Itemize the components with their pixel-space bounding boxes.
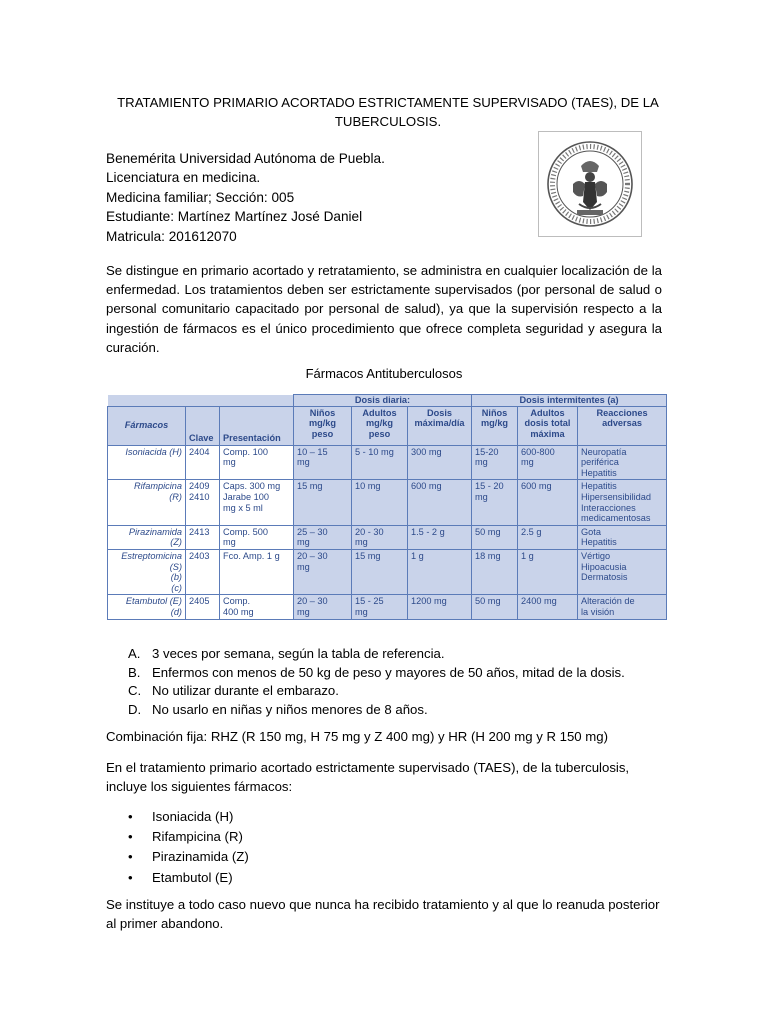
cell-text: 2413 [189,526,210,537]
cell-text: 2409 [189,481,210,492]
cell-text: mg x 5 ml [223,502,263,513]
cell-dosis-maxima [408,445,472,480]
cell-ninos-intermitente [472,549,518,594]
cell-text: 25 – 30 [297,526,328,537]
cell-text: Caps. 300 mg [223,481,281,492]
cell-adultos-intermitente [518,549,578,594]
table-body [108,445,667,619]
bullet-icon: • [128,829,133,845]
column-header-ninos-intermitente: Niños mg/kg [472,406,518,445]
course-section: Medicina familiar; Sección: 005 [106,189,295,205]
cell-text: Neuropatía [581,446,627,457]
cell-text: 15 - 20 [475,481,504,492]
cell-text: mg [297,537,310,548]
column-header-reacciones: Reacciones adversas [578,406,667,445]
cell-text: 2405 [189,596,210,607]
list-item-text: Etambutol (E) [152,869,233,885]
list-item [106,701,666,720]
cell-text: Estreptomicina [121,550,182,561]
list-item-text: Isoniacida (H) [152,809,234,824]
cell-text: Fco. Amp. 1 g [223,550,280,561]
cell-adultos-diaria [352,549,408,594]
cell-text: (Z) [170,537,182,548]
cell-text: 20 – 30 [297,596,328,607]
cell-ninos-diaria [294,480,352,525]
cell-text: 2.5 g [521,526,542,537]
table-row [108,445,667,480]
cell-text: Comp. 100 [223,446,268,457]
cell-text: 2404 [189,446,210,457]
cell-text: Hepatitis [581,467,617,478]
column-header-farmacos: Fármacos [108,406,186,445]
cell-dosis-maxima [408,480,472,525]
cell-drug-name [108,549,186,594]
cell-text: 1.5 - 2 g [411,526,445,537]
cell-text: Comp. [223,596,251,607]
list-item-text: No usarlo en niñas y niños menores de 8 años. [152,701,428,717]
list-item [106,868,249,888]
cell-adultos-diaria [352,445,408,480]
closing-paragraph: Se instituye a todo caso nuevo que nunca ha recibido tratamiento y al que lo reanuda posterior al primer abandono. [106,897,660,932]
cell-drug-name [108,480,186,525]
cell-text: mg [223,537,236,548]
cell-reacciones [578,595,667,619]
cell-text: (S) [169,561,182,572]
column-header-presentacion: Presentación [220,406,294,445]
cell-text: 15 mg [355,550,381,561]
cell-text: (d) [170,606,182,617]
bullet-icon: • [128,849,133,865]
cell-text: 15-20 [475,446,499,457]
list-item [106,645,666,664]
cell-text: mg [223,457,236,468]
cell-ninos-intermitente [472,445,518,480]
cell-text: Rifampicina [134,481,182,492]
cell-ninos-intermitente [472,595,518,619]
cell-text: 18 mg [475,550,501,561]
table-row [108,480,667,525]
cell-text: 10 mg [355,481,381,492]
cell-ninos-diaria [294,525,352,549]
cell-adultos-diaria [352,525,408,549]
cell-adultos-intermitente [518,445,578,480]
cell-text: mg [521,457,534,468]
cell-text: Hipoacusia [581,561,627,572]
cell-text: Hepatitis [581,537,617,548]
list-item [106,847,249,867]
cell-text: 2400 mg [521,596,557,607]
intro-paragraph: Se distingue en primario acortado y retratamiento, se administra en cualquier localización de la enfermedad. Los tratamientos deben ser estrictamente supervisados (por personal de salud o personal comunitario capacitado por personal de salud), ya que la supervisión respecto a la ingestión de fármacos es el único procedimiento que ofrece completa seguridad y asegura la curación. [106,263,662,355]
cell-text: periférica [581,457,619,468]
bullet-icon: • [128,809,133,824]
cell-drug-name [108,525,186,549]
list-item [106,807,249,827]
cell-text: (b) [170,572,182,583]
cell-text: 10 – 15 [297,446,328,457]
list-item-text: Enfermos con menos de 50 kg de peso y mayores de 50 años, mitad de la dosis. [152,664,625,680]
cell-text: mg [355,537,368,548]
column-header-adultos-intermitente: Adultos dosis total máxima [518,406,578,445]
cell-ninos-intermitente [472,525,518,549]
cell-reacciones [578,445,667,480]
cell-drug-name [108,445,186,480]
cell-presentacion [220,595,294,619]
document-title: TRATAMIENTO PRIMARIO ACORTADO ESTRICTAMENTE SUPERVISADO (TAES), DE LA TUBERCULOSIS. [117,95,659,129]
cell-text: Gota [581,526,601,537]
table-row [108,525,667,549]
cell-text: 50 mg [475,526,501,537]
cell-ninos-diaria [294,549,352,594]
list-marker: D. [128,701,142,717]
cell-text: 15 - 25 [355,596,384,607]
cell-clave [186,525,220,549]
column-header-clave: Clave [186,406,220,445]
cell-text: mg [475,457,488,468]
list-item-text: Rifampicina (R) [152,829,243,845]
cell-text: Isoniacida (H) [125,446,182,457]
cell-text: 600 mg [521,481,552,492]
cell-adultos-intermitente [518,480,578,525]
list-item [106,664,666,683]
university-seal-icon [539,132,641,236]
list-item [106,682,666,701]
cell-dosis-maxima [408,549,472,594]
cell-presentacion [220,445,294,480]
cell-text: Vértigo [581,550,611,561]
cell-ninos-intermitente [472,480,518,525]
table-caption: Fármacos Antituberculosos [305,366,463,381]
list-item-text: Pirazinamida (Z) [152,849,249,865]
cell-text: mg [355,606,368,617]
fixed-combination-text: Combinación fija: RHZ (R 150 mg, H 75 mg y Z 400 mg) y HR (H 200 mg y R 150 mg) [106,729,609,744]
cell-text: medicamentosas [581,513,651,524]
cell-text: mg [297,606,310,617]
list-marker: A. [128,646,141,661]
cell-text: 20 - 30 [355,526,384,537]
list-item [106,827,249,847]
cell-text: mg [297,457,310,468]
cell-drug-name [108,595,186,619]
cell-ninos-diaria [294,595,352,619]
cell-text: Comp. 500 [223,526,268,537]
list-marker: B. [128,664,141,680]
cell-text: mg [475,491,488,502]
cell-text: Pirazinamida [128,526,182,537]
cell-text: la visión [581,606,615,617]
degree-program: Licenciatura en medicina. [106,170,261,186]
student-id: Matricula: 201612070 [106,228,237,244]
cell-text: 300 mg [411,446,442,457]
cell-text: Hipersensibilidad [581,491,651,502]
table-group-header-row [108,395,667,407]
university-name: Benemérita Universidad Autónoma de Puebla. [106,151,385,166]
daily-dose-group-header: Dosis diaria: [294,395,472,407]
cell-text: (c) [171,582,182,593]
table-row [108,549,667,594]
cell-presentacion [220,480,294,525]
cell-adultos-diaria [352,480,408,525]
cell-text: 1200 mg [411,596,447,607]
list-item-text: No utilizar durante el embarazo. [152,683,339,699]
cell-text: 15 mg [297,481,323,492]
cell-clave [186,480,220,525]
list-marker: C. [128,683,142,699]
cell-text: 400 mg [223,606,254,617]
cell-text: (R) [169,491,182,502]
cell-reacciones [578,525,667,549]
cell-presentacion [220,549,294,594]
cell-text: 50 mg [475,596,501,607]
cell-clave [186,595,220,619]
bullet-icon: • [128,869,133,885]
notes-list [106,645,666,719]
cell-clave [186,549,220,594]
cell-adultos-intermitente [518,525,578,549]
cell-clave [186,445,220,480]
cell-reacciones [578,549,667,594]
list-item-text: 3 veces por semana, según la tabla de referencia. [152,646,445,661]
cell-adultos-intermitente [518,595,578,619]
drug-bullet-list [106,807,249,888]
cell-text: Dermatosis [581,572,628,583]
table-row [108,595,667,619]
table-column-header-row [108,406,667,445]
cell-text: 2410 [189,491,210,502]
column-header-dosis-maxima: Dosis máxima/día [408,406,472,445]
cell-text: Alteración de [581,596,635,607]
cell-adultos-diaria [352,595,408,619]
cell-text: Jarabe 100 [223,491,269,502]
cell-dosis-maxima [408,525,472,549]
university-seal-image [538,131,642,237]
cell-presentacion [220,525,294,549]
taes-paragraph: En el tratamiento primario acortado estrictamente supervisado (TAES), de la tuberculosis, incluye los siguientes fármacos: [106,760,630,795]
cell-ninos-diaria [294,445,352,480]
cell-dosis-maxima [408,595,472,619]
intermittent-dose-group-header: Dosis intermitentes (a) [472,395,667,407]
cell-text: 600-800 [521,446,555,457]
column-header-adultos-diaria: Adultos mg/kg peso [352,406,408,445]
header-info [106,149,385,246]
cell-text: 2403 [189,550,210,561]
student-name: Estudiante: Martínez Martínez José Daniel [106,209,363,225]
antituberculosis-drugs-table [107,394,667,620]
cell-text: mg [297,561,310,572]
cell-text: 5 - 10 mg [355,446,394,457]
cell-text: 600 mg [411,481,442,492]
cell-text: 1 g [521,550,534,561]
cell-text: 20 – 30 [297,550,328,561]
cell-text: Hepatitis [581,481,617,492]
cell-reacciones [578,480,667,525]
cell-text: 1 g [411,550,424,561]
cell-text: Etambutol (E) [125,596,182,607]
cell-text: Interacciones [581,502,636,513]
column-header-ninos-diaria: Niños mg/kg peso [294,406,352,445]
